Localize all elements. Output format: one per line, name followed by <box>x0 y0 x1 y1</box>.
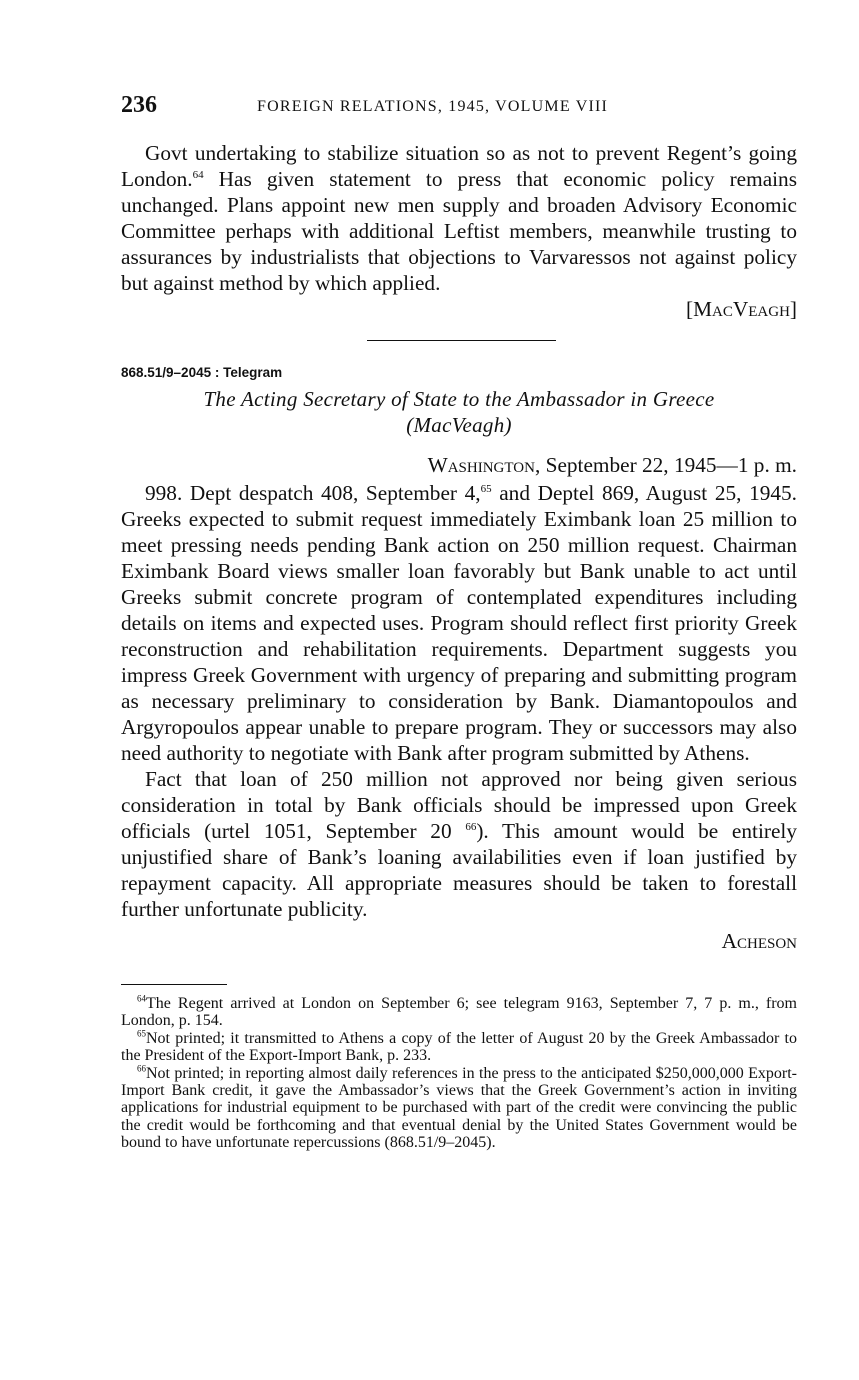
footnote-text: Not printed; in reporting almost daily references in the press to the anticipated $250,000,000 Export-Import Bank credit, it gave the Ambassador’s views that the Greek Government’s action in inviting applications for industrial equipment to be purchased with part of the credit were convincing the public the credit would be forthcoming and that eventual denial by the United States Government would be bound to have unfortunate repercussions (868.51/9–2045). <box>121 1064 797 1152</box>
document-title-line1: The Acting Secretary of State to the Ambassador in Greece <box>203 387 715 411</box>
telegram-p1-text-b: and Deptel 869, August 25, 1945. Greeks expected to submit request immediately Eximbank loan 25 million to meet pressing needs pending Bank action on 250 million request. Chairman Eximbank Board views smaller loan favorably but Bank unable to act until Greeks submit concrete program of contemplated expenditures including details on items and expected uses. Program should reflect first priority Greek reconstruction and rehabilitation requirements. Department suggests you impress Greek Government with urgency of preparing and submitting program as necessary preliminary to consideration by Bank. Diamantopoulos and Argyropoulos appear unable to prepare program. They or successors may also need authority to negotiate with Bank after program submitted by Athens. <box>121 481 797 765</box>
page-number: 236 <box>121 92 157 118</box>
telegram-paragraph-2 <box>121 766 797 922</box>
continuation-text-b: Has given statement to press that economic policy remains unchanged. Plans appoint new men supply and broaden Advisory Economic Committee perhaps with additional Leftist members, meanwhile trusting to assurances by industrialists that objections to Varvaressos not against policy but against method by which applied. <box>121 167 797 295</box>
footnote-number: 65 <box>137 1028 146 1039</box>
dateline <box>121 452 797 478</box>
continuation-paragraph <box>121 140 797 296</box>
footnote-64 <box>121 995 797 1030</box>
telegram-p1-text-a: 998. Dept despatch 408, September 4, <box>145 481 481 505</box>
dateline-place: Washington, <box>427 453 541 477</box>
footnote-ref-64: 64 <box>192 168 204 181</box>
footnote-66 <box>121 1065 797 1152</box>
continuation-text-a: Govt undertaking to stabilize situation so as not to prevent Regent’s going London. <box>121 141 797 191</box>
section-divider <box>367 340 556 341</box>
dateline-date: September 22, 1945—1 p. m. <box>540 453 797 477</box>
footnote-divider <box>121 984 227 985</box>
running-head <box>121 92 797 122</box>
footnote-number: 64 <box>137 993 146 1004</box>
footnote-number: 66 <box>137 1063 146 1074</box>
document-title <box>151 386 767 438</box>
telegram-p2-text-b: ). This amount would be entirely unjustified share of Bank’s loaning availabilities even if loan justified by repayment capacity. All appropriate measures should be taken to forestall further unfortunate publicity. <box>121 819 797 921</box>
running-title: FOREIGN RELATIONS, 1945, VOLUME VIII <box>257 98 609 115</box>
footnote-text: Not printed; it transmitted to Athens a copy of the letter of August 20 by the Greek Ambassador to the President of the Export-Import Bank, p. 233. <box>121 1029 797 1065</box>
document-page <box>121 92 797 1152</box>
telegram-paragraph-1 <box>121 480 797 766</box>
telegram-p2-text-a: Fact that loan of 250 million not approved nor being given serious consideration in total by Bank officials should be impressed upon Greek officials (urtel 1051, September 20 <box>121 767 797 843</box>
footnote-65 <box>121 1030 797 1065</box>
footnote-ref-66: 66 <box>465 820 477 833</box>
footnote-ref-65: 65 <box>480 482 492 495</box>
signature-acheson: Acheson <box>721 929 797 953</box>
document-title-line2: (MacVeagh) <box>406 413 512 437</box>
signature-macveagh: [MacVeagh] <box>686 297 797 321</box>
file-code: 868.51/9–2045 : Telegram <box>121 365 283 380</box>
footnote-text: The Regent arrived at London on September 6; see telegram 9163, September 7, 7 p. m., from London, p. 154. <box>121 995 797 1030</box>
